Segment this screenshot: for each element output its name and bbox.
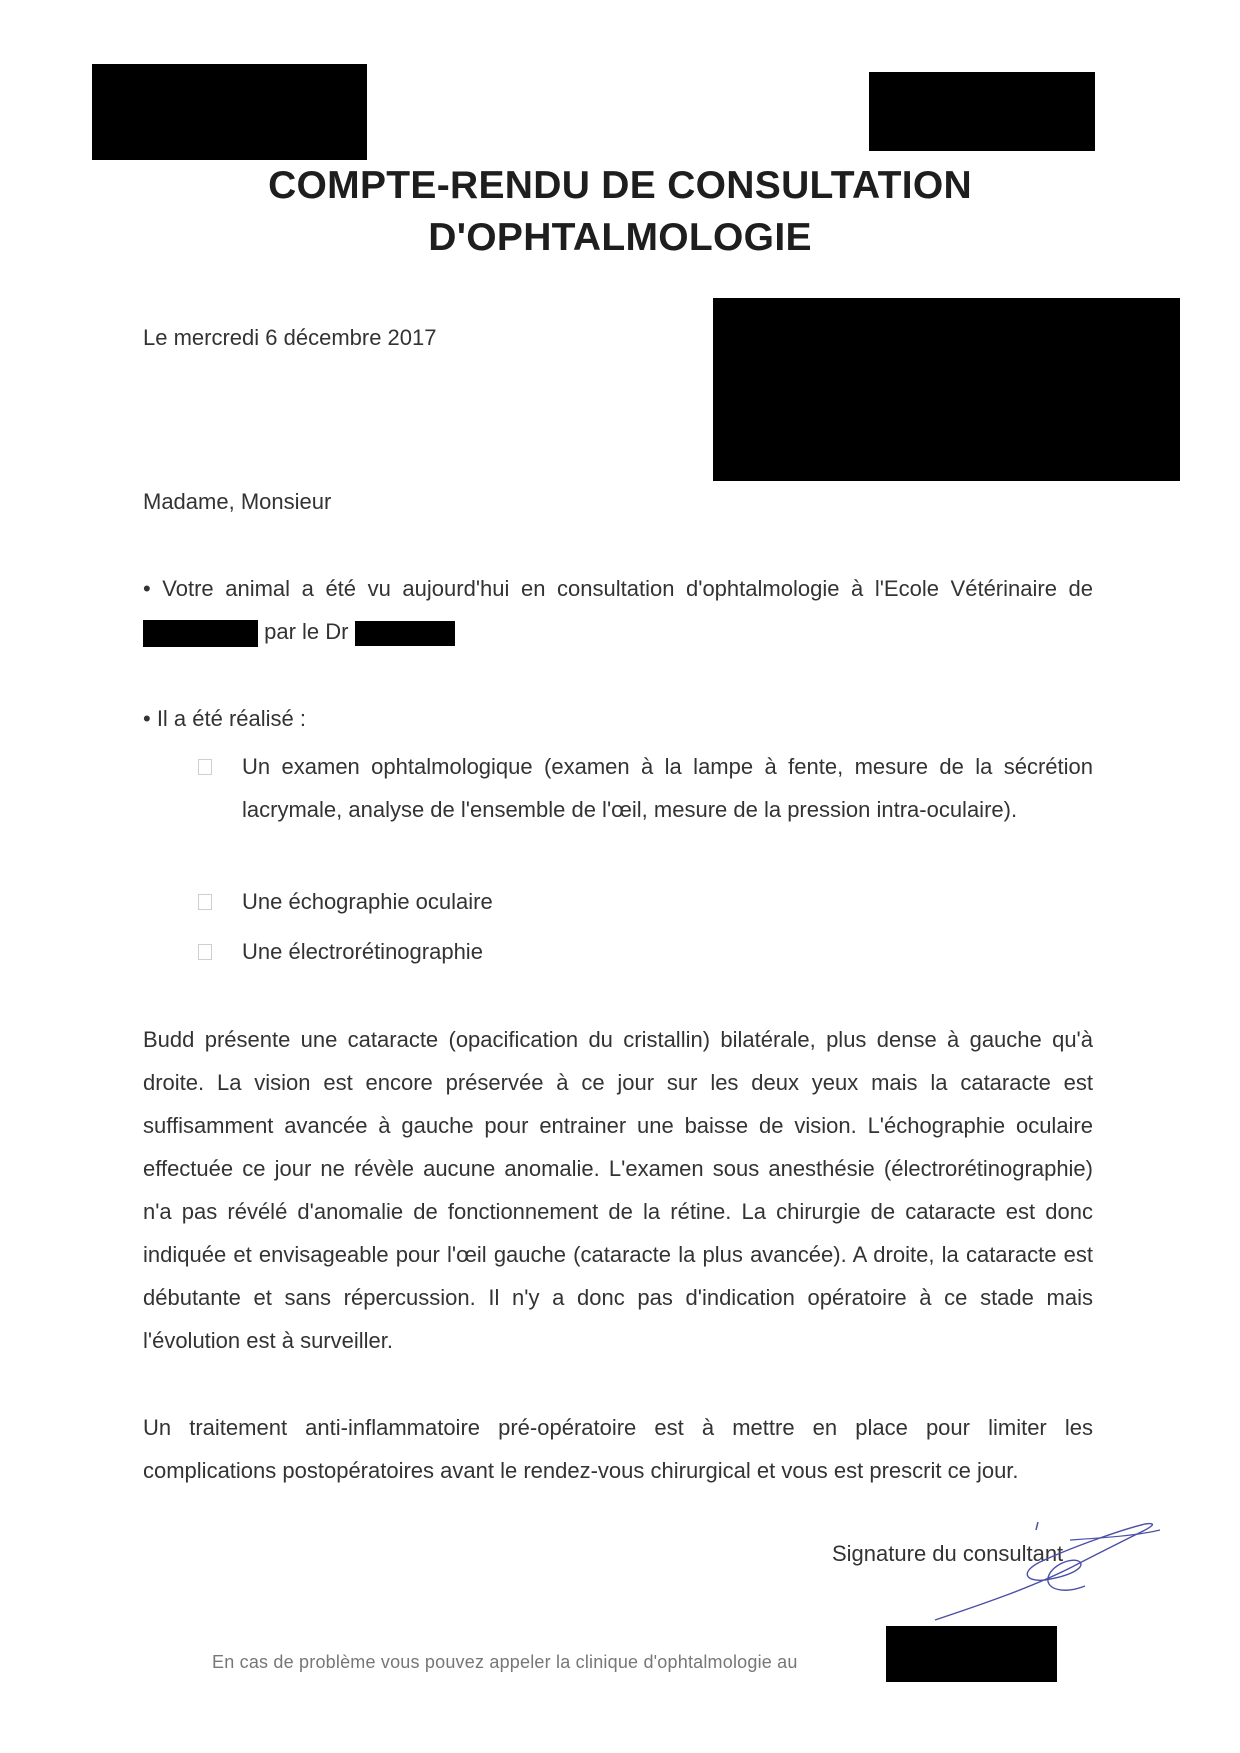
title-line-2: D'OPHTALMOLOGIE [428, 216, 812, 259]
redacted-doctor-name [355, 621, 455, 646]
document-title [0, 160, 1240, 264]
signature-label: Signature du consultant [832, 1541, 1064, 1566]
redacted-recipient-block [713, 298, 1180, 481]
procedure-item [205, 930, 1093, 973]
checkbox-icon [198, 944, 212, 960]
visit-text-part2: par le Dr [264, 619, 349, 644]
redacted-logo-left [92, 64, 367, 160]
redacted-logo-right [869, 72, 1095, 151]
procedures-intro: • Il a été réalisé : [143, 706, 307, 731]
letter-greeting: Madame, Monsieur [143, 489, 332, 514]
footer-text: En cas de problème vous pouvez appeler la clinique d'ophtalmologie au [212, 1652, 798, 1672]
title-line-1: COMPTE-RENDU DE CONSULTATION [268, 164, 972, 207]
redacted-school-city [143, 620, 258, 647]
procedure-item-text: Une échographie oculaire [242, 889, 493, 914]
procedure-item-text: Un examen ophtalmologique (examen à la lampe à fente, mesure de la sécrétion lacrymale, analyse de l'ensemble de l'œil, mesure de la pression intra-oculaire). [242, 754, 1093, 822]
procedure-item-text: Une électrorétinographie [242, 939, 483, 964]
visit-paragraph [143, 567, 1093, 653]
procedure-item [205, 880, 1093, 923]
handwritten-signature [920, 1510, 1180, 1630]
checkbox-icon [198, 894, 212, 910]
letter-date: Le mercredi 6 décembre 2017 [143, 325, 437, 350]
visit-text-part1: • Votre animal a été vu aujourd'hui en consultation d'ophtalmologie à l'Ecole Vétérinaire de [143, 576, 1093, 601]
checkbox-icon [198, 759, 212, 775]
redacted-phone-number [886, 1626, 1057, 1682]
treatment-paragraph: Un traitement anti-inflammatoire pré-opératoire est à mettre en place pour limiter les complications postopératoires avant le rendez-vous chirurgical et vous est prescrit ce jour. [143, 1415, 1093, 1483]
findings-paragraph: Budd présente une cataracte (opacification du cristallin) bilatérale, plus dense à gauche qu'à droite. La vision est encore préservée à ce jour sur les deux yeux mais la cataracte est suffisamment avancée à gauche pour entrainer une baisse de vision. L'échographie oculaire effectuée ce jour ne révèle aucune anomalie. L'examen sous anesthésie (électrorétinographie) n'a pas révélé d'anomalie de fonctionnement de la rétine. La chirurgie de cataracte est donc indiquée et envisageable pour l'œil gauche (cataracte la plus avancée). A droite, la cataracte est débutante et sans répercussion. Il n'y a donc pas d'indication opératoire à ce stade mais l'évolution est à surveiller. [143, 1027, 1093, 1353]
footer-contact [212, 1652, 798, 1673]
procedure-item [205, 745, 1093, 831]
